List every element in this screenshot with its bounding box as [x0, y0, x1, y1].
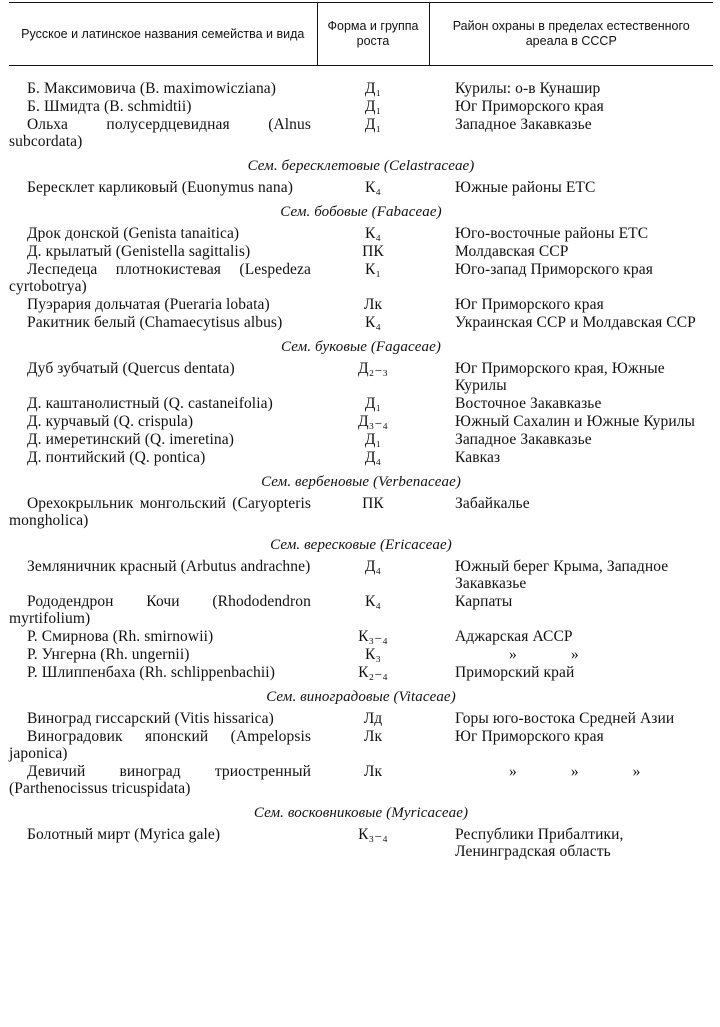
species-name-text: Дрок донской (Genista tanaitica): [27, 225, 240, 242]
protection-area: Забайкалье: [455, 495, 530, 512]
species-name-text: Девичий виноград триостренный (Parthenocissus tricuspidata): [9, 763, 311, 797]
table-row: [9, 66, 713, 99]
table-row: [9, 243, 713, 261]
table-row: [9, 225, 713, 243]
protection-area: Аджарская АССР: [455, 628, 573, 645]
species-name-text: Орехокрыльник монгольский (Caryopteris mongholica): [9, 495, 311, 529]
protection-area: Западное Закавказье: [455, 431, 592, 448]
species-name: [9, 495, 317, 530]
protection-area: Юг Приморского края: [455, 296, 604, 313]
species-name-text: Д. имеретинский (Q. imeretina): [27, 431, 234, 448]
family-heading: Сем. виноградовые (Vitaceae): [266, 689, 456, 705]
table-body: [9, 66, 713, 862]
protection-area: Украинская ССР и Молдавская ССР: [455, 314, 696, 331]
growth-form: Д₁: [364, 395, 382, 412]
protection-area-ditto: » » »: [509, 763, 641, 780]
growth-form: Лк: [363, 763, 383, 780]
growth-form: К₃: [365, 646, 381, 663]
protection-area: Южный Сахалин и Южные Курилы: [455, 413, 696, 430]
growth-form: К₂₋₄: [358, 664, 388, 681]
species-name: [9, 728, 317, 763]
species-name: [9, 826, 317, 861]
growth-form: ПК: [362, 243, 384, 260]
growth-form: К₁: [365, 261, 381, 278]
species-name-text: Ольха полусердцевидная (Alnus subcordata): [9, 116, 311, 150]
protection-area-ditto: » »: [509, 646, 579, 663]
species-name-text: Виноград гиссарский (Vitis hissarica): [27, 710, 274, 727]
protection-area: Курилы: о-в Кунашир: [455, 80, 601, 97]
species-name-text: Пуэрария дольчатая (Pueraria lobata): [27, 296, 270, 313]
table-row: [9, 710, 713, 728]
table-row: [9, 495, 713, 530]
growth-form: ПК: [362, 495, 384, 512]
table-row: [9, 296, 713, 314]
family-heading-row: [9, 332, 713, 360]
species-name: [9, 314, 317, 332]
species-name-text: Р. Шлиппенбаха (Rh. schlippenbachii): [27, 664, 275, 681]
growth-form: Д₁: [364, 116, 382, 133]
growth-form: Д₁: [364, 98, 382, 115]
protection-area: Юго-запад Приморского края: [455, 261, 653, 278]
table-row: [9, 558, 713, 593]
table-row: [9, 116, 713, 151]
species-name: [9, 360, 317, 395]
species-name-text: Леспедеца плотнокистевая (Lespedeza cyrtobotrya): [9, 261, 311, 295]
species-name: [9, 243, 317, 261]
protection-area: Юг Приморского края: [455, 728, 604, 745]
species-name: [9, 116, 317, 151]
protection-area: Юго-восточные районы ЕТС: [455, 225, 649, 242]
species-name: [9, 296, 317, 314]
table-row: [9, 449, 713, 467]
table-row: [9, 360, 713, 395]
protection-area: Восточное Закавказье: [455, 395, 602, 412]
table-row: [9, 314, 713, 332]
protection-area: Южные районы ЕТС: [455, 179, 596, 196]
species-name: [9, 225, 317, 243]
species-name: [9, 710, 317, 728]
family-heading-row: [9, 530, 713, 558]
species-name-text: Б. Шмидта (B. schmidtii): [27, 98, 192, 115]
species-name-text: Д. крылатый (Genistella sagittalis): [27, 243, 251, 260]
table-row: [9, 395, 713, 413]
growth-form: Лк: [363, 296, 383, 313]
species-name: [9, 66, 317, 99]
growth-form: Д₄: [364, 558, 382, 575]
species-name-text: Д. понтийский (Q. pontica): [27, 449, 206, 466]
species-name-text: Болотный мирт (Myrica gale): [27, 826, 221, 843]
protection-area: Юг Приморского края: [455, 98, 604, 115]
table-row: [9, 98, 713, 116]
growth-form: Д₃₋₄: [358, 413, 388, 430]
species-name: [9, 593, 317, 628]
species-name-text: Р. Смирнова (Rh. smirnowii): [27, 628, 214, 645]
family-heading-row: [9, 197, 713, 225]
growth-form: К₄: [365, 593, 381, 610]
species-name-text: Р. Унгерна (Rh. ungernii): [27, 646, 190, 663]
protection-area: Западное Закавказье: [455, 116, 592, 133]
species-name: [9, 431, 317, 449]
family-heading-row: [9, 682, 713, 710]
table-row: [9, 593, 713, 628]
growth-form: Д₂₋₃: [358, 360, 388, 377]
header-names: Русское и латинское названия семейства и вида: [9, 3, 317, 66]
table-row: [9, 728, 713, 763]
header-growth-form: Форма и группа роста: [317, 3, 429, 66]
family-heading: Сем. бересклетовые (Celastraceae): [247, 158, 475, 174]
species-name: [9, 413, 317, 431]
species-name: [9, 628, 317, 646]
growth-form: Д₁: [364, 80, 382, 97]
table-row: [9, 431, 713, 449]
growth-form: К₄: [365, 225, 381, 242]
species-name-text: Бересклет карликовый (Euonymus nana): [27, 179, 293, 196]
protection-area: Юг Приморского края, Южные Курилы: [455, 360, 665, 394]
table-row: [9, 628, 713, 646]
species-name: [9, 449, 317, 467]
table-header: [9, 3, 713, 66]
protection-area: Республики Прибалтики, Ленинградская область: [455, 826, 624, 860]
species-name: [9, 261, 317, 296]
protection-area: Приморский край: [455, 664, 575, 681]
growth-form: Лк: [363, 728, 383, 745]
protection-area: Горы юго-востока Средней Азии: [455, 710, 675, 727]
protection-area: Южный берег Крыма, Западное Закавказье: [455, 558, 669, 592]
protected-species-table: [9, 2, 713, 861]
species-name-text: Д. курчавый (Q. crispula): [27, 413, 194, 430]
family-heading: Сем. восковниковые (Myricaceae): [253, 805, 469, 821]
species-name: [9, 98, 317, 116]
family-heading: Сем. вербеновые (Verbenaceae): [261, 474, 461, 490]
document-page: [9, 0, 713, 861]
family-heading: Сем. бобовые (Fabaceae): [280, 204, 442, 220]
species-name-text: Д. каштанолистный (Q. castaneifolia): [27, 395, 273, 412]
growth-form: К₄: [365, 314, 381, 331]
family-heading-row: [9, 798, 713, 826]
table-row: [9, 261, 713, 296]
species-name-text: Б. Максимовича (B. maximowicziana): [27, 80, 277, 97]
table-row: [9, 646, 713, 664]
growth-form: К₃₋₄: [358, 826, 388, 843]
table-row: [9, 826, 713, 861]
table-row: [9, 664, 713, 682]
species-name: [9, 558, 317, 593]
species-name-text: Ракитник белый (Chamaecytisus albus): [27, 314, 283, 331]
protection-area: Молдавская ССР: [455, 243, 569, 260]
family-heading: Сем. буковые (Fagaceae): [281, 339, 441, 355]
species-name-text: Земляничник красный (Arbutus andrachne): [27, 558, 311, 575]
species-name: [9, 646, 317, 664]
species-name: [9, 179, 317, 197]
species-name-text: Рододендрон Кочи (Rhododendron myrtifolium): [9, 593, 311, 627]
family-heading-row: [9, 467, 713, 495]
growth-form: Лд: [363, 710, 383, 727]
growth-form: К₄: [365, 179, 381, 196]
family-heading-row: [9, 151, 713, 179]
table-row: [9, 179, 713, 197]
table-row: [9, 413, 713, 431]
species-name: [9, 664, 317, 682]
protection-area: Кавказ: [455, 449, 501, 466]
species-name-text: Виноградовик японский (Ampelopsis japonica): [9, 728, 311, 762]
family-heading: Сем. вересковые (Ericaceae): [270, 537, 452, 553]
species-name: [9, 395, 317, 413]
table-row: [9, 763, 713, 798]
growth-form: К₃₋₄: [358, 628, 388, 645]
species-name: [9, 763, 317, 798]
growth-form: Д₁: [364, 431, 382, 448]
growth-form: Д₄: [364, 449, 382, 466]
header-protection-area: Район охраны в пределах естественного ареала в СССР: [429, 3, 713, 66]
protection-area: Карпаты: [455, 593, 513, 610]
species-name-text: Дуб зубчатый (Quercus dentata): [27, 360, 235, 377]
